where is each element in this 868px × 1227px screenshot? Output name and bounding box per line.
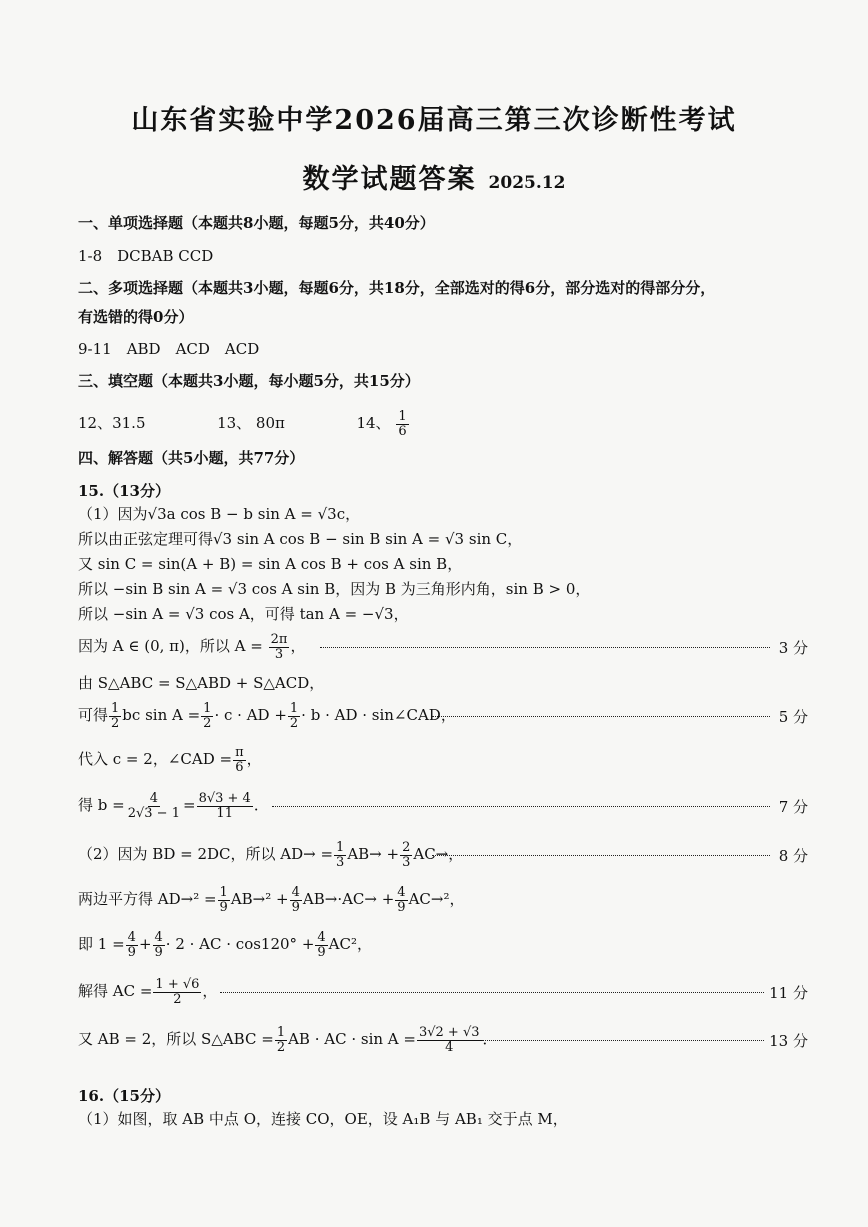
answer-14-fraction: $\frac{1}{6}$ <box>398 409 407 439</box>
score-5: 5 分 <box>778 708 808 726</box>
fraction-2pi-3: $\frac{2\pi}{3}$ <box>270 632 288 662</box>
q15-line-9: 代入 c = 2，∠CAD = $\frac{\pi}{6}$ ， <box>78 745 262 775</box>
score-8: 8 分 <box>778 847 808 865</box>
section3-heading: 三、填空题（本题共3小题，每小题5分，共15分） <box>78 372 420 390</box>
q15-line-7: 由 S△ABC = S△ABD + S△ACD， <box>78 674 325 692</box>
q15-line-8: 可得 $\frac{1}{2}$ bc sin A = $\frac{1}{2}$ · c · AD + $\frac{1}{2}$ · b · AD · sin∠CAD， <box>78 701 456 731</box>
answer-14-label: 14、 <box>356 414 391 433</box>
section1-heading: 一、单项选择题（本题共8小题，每题5分，共40分） <box>78 214 435 232</box>
score-11: 11 分 <box>769 984 808 1002</box>
score-leader-5 <box>432 716 770 717</box>
q15-line-11: （2）因为 BD = 2DC，所以 AD→ = $\frac{1}{3}$ AB→ + $\frac{2}{3}$ AC→， <box>78 840 464 870</box>
fraction-half-b: $\frac{1}{2}$ <box>203 701 212 731</box>
fraction-four-ninths-b: $\frac{4}{9}$ <box>397 885 406 915</box>
q15-line-14: 解得 AC = $\frac{1 + √6}{2}$ ， <box>78 977 218 1007</box>
fraction-four-ninths-a: $\frac{4}{9}$ <box>291 885 300 915</box>
q15-line-10: 得 b = $\frac{4}{2√3 - 1}$ = $\frac{8√3 + 4}{11}$ ． <box>78 791 269 821</box>
section2-answers: 9-11 ABD ACD ACD <box>78 340 260 358</box>
fraction-ac-value: $\frac{1 + √6}{2}$ <box>155 977 200 1007</box>
fraction-half-d: $\frac{1}{2}$ <box>276 1025 286 1055</box>
q16-line-1: （1）如图，取 AB 中点 O，连接 CO，OE，设 A₁B 与 AB₁ 交于点 M， <box>78 1110 568 1128</box>
q15-line-3: 又 sin C = sin(A + B) = sin A cos B + cos A sin B， <box>78 555 463 573</box>
exam-subtitle <box>0 157 868 196</box>
score-3: 3 分 <box>778 639 808 657</box>
section2-heading-line2: 有选错的得0分） <box>78 308 194 326</box>
q15-line-2: 所以由正弦定理可得√3 sin A cos B − sin B sin A = √3 sin C， <box>78 530 523 548</box>
fraction-half-c: $\frac{1}{2}$ <box>289 701 299 731</box>
fraction-pi-6: $\frac{\pi}{6}$ <box>235 745 244 775</box>
exam-date: 2025.12 <box>488 173 566 193</box>
fraction-one-third: $\frac{1}{3}$ <box>336 840 345 870</box>
answer-12: 12、31.5 <box>78 414 146 433</box>
q16-title: 16.（15分） <box>78 1087 170 1105</box>
answer-13: 13、 80π <box>217 414 285 433</box>
q15-line-15: 又 AB = 2，所以 S△ABC = $\frac{1}{2}$ AB · AC · sin A = $\frac{3√2 + √3}{4}$ ． <box>78 1025 498 1055</box>
fraction-half-a: $\frac{1}{2}$ <box>111 701 120 731</box>
q15-line-6: 因为 A ∈ (0, π)，所以 A = $\frac{2\pi}{3}$ ， <box>78 632 306 662</box>
fraction-four-ninths-c: $\frac{4}{9}$ <box>127 930 136 960</box>
score-13: 13 分 <box>769 1032 808 1050</box>
section1-answers: 1-8 DCBAB CCD <box>78 247 214 265</box>
score-leader-8 <box>432 855 770 856</box>
fraction-four-ninths-d: $\frac{4}{9}$ <box>154 930 163 960</box>
fraction-two-thirds: $\frac{2}{3}$ <box>402 840 411 870</box>
section4-heading: 四、解答题（共5小题，共77分） <box>78 449 305 467</box>
fraction-one-ninth: $\frac{1}{9}$ <box>219 885 228 915</box>
fraction-b-simplified: $\frac{8√3 + 4}{11}$ <box>198 791 251 821</box>
q15-line-5: 所以 −sin A = √3 cos A，可得 tan A = −√3， <box>78 605 409 623</box>
section2-heading-line1: 二、多项选择题（本题共3小题，每题6分，共18分，全部选对的得6分，部分选对的得部分分， <box>78 279 716 297</box>
section3-answers <box>78 410 808 438</box>
subtitle-text: 数学试题答案 <box>302 164 477 195</box>
fraction-area-value: $\frac{3√2 + √3}{4}$ <box>418 1025 480 1055</box>
score-7: 7 分 <box>778 798 808 816</box>
fraction-four-ninths-e: $\frac{4}{9}$ <box>317 930 326 960</box>
score-leader-7 <box>272 806 770 807</box>
score-leader-11 <box>220 992 764 993</box>
fraction-b-value: $\frac{4}{2√3 - 1}$ <box>127 791 180 821</box>
q15-title: 15.（13分） <box>78 482 170 500</box>
q15-line-1: （1）因为√3a cos B − b sin A = √3c， <box>78 505 361 523</box>
q15-line-12: 两边平方得 AD→² = $\frac{1}{9}$ AB→² + $\frac{4}{9}$ AB→·AC→ + $\frac{4}{9}$ AC→²， <box>78 885 465 915</box>
score-leader-13 <box>482 1040 764 1041</box>
exam-title: 山东省实验中学2026届高三第三次诊断性考试 <box>131 105 737 136</box>
q15-line-4: 所以 −sin B sin A = √3 cos A sin B，因为 B 为三角形内角，sin B > 0， <box>78 580 591 598</box>
score-leader-3 <box>320 647 770 648</box>
q15-line-13: 即 1 = $\frac{4}{9}$ + $\frac{4}{9}$ · 2 · AC · cos120° + $\frac{4}{9}$ AC²， <box>78 930 372 960</box>
